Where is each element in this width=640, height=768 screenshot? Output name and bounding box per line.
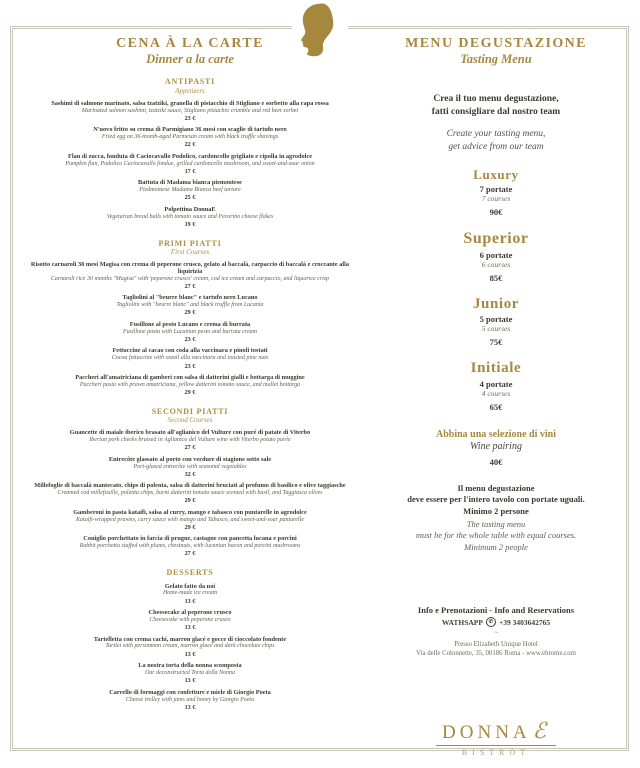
dish-translation: Port-glazed entrecôte with seasonal vegetables xyxy=(133,463,247,470)
dish-price: 13 € xyxy=(184,677,196,685)
dish-price: 13 € xyxy=(184,650,196,658)
tasting-tiers xyxy=(378,168,614,412)
tasting-note xyxy=(378,483,614,554)
intro-italian xyxy=(378,93,614,119)
menu-item xyxy=(28,536,352,557)
menu-section xyxy=(28,568,352,710)
dish-translation: Tagliolini with "beurre blanc" and black truffle from Lucania xyxy=(116,302,264,309)
hotel-address xyxy=(378,641,614,659)
whatsapp-phone: +39 3403642765 xyxy=(498,617,551,627)
dish-name: Fettuccine al cacao con coda alla vaccinara e pinoli tostati xyxy=(112,347,268,355)
tier-price: 85€ xyxy=(489,272,503,283)
logo-script-e: ℰ xyxy=(532,718,546,744)
menu-section xyxy=(28,239,352,396)
degustazione-title: MENU DEGUSTAZIONE xyxy=(405,36,587,51)
logo-bistrot-text: BISTROT xyxy=(461,747,531,757)
dish-translation: Cheese trolley with jams and honey by Giorgio Poeta xyxy=(125,696,255,703)
carte-title: CENA À LA CARTE xyxy=(116,36,264,51)
menu-item xyxy=(28,483,352,504)
menu-item xyxy=(28,154,352,175)
dish-name: Paccheri all'amatriciana di gamberi con salsa di datterini gialli e bottarga di muggine xyxy=(75,374,305,381)
tier-courses: 5 courses xyxy=(481,324,511,334)
wine-pairing-italian: Abbina una selezione di vini xyxy=(435,428,557,440)
menu-item xyxy=(28,663,352,684)
section-title: ANTIPASTI xyxy=(164,77,216,87)
intro-italian-line1: Crea il tuo menu degustazione, xyxy=(433,94,559,105)
wine-pairing-price: 40€ xyxy=(489,456,503,467)
intro-italian-line2: fatti consigliare dal nostro team xyxy=(431,107,561,118)
menu-item xyxy=(28,584,352,605)
section-header xyxy=(28,77,352,94)
dish-price: 29 € xyxy=(184,389,196,397)
whatsapp-line xyxy=(378,617,614,627)
menu-item xyxy=(28,690,352,711)
dish-name: Guancette di maiale iberico brasato all'aglianico del Vulture con puré di patate di Viterbo xyxy=(69,429,311,437)
dish-translation: Tartlet with persimmon cream, marron glacé and dark chocolate chips xyxy=(105,643,275,650)
dish-name: Carrello di formaggi con confetture e miele di Giorgio Poeta xyxy=(109,688,271,696)
dish-name: N'uovo fritto su crema di Parmigiano 36 mesi con scaglie di tartufo nero xyxy=(93,126,287,134)
dish-name: Battuta di Madama bianca piemontese xyxy=(138,179,242,187)
intro-english-line1: Create your tasting menu, xyxy=(446,129,546,140)
dish-name: Risotto carnaroli 30 mesi Magisa con crema di peperone crusco, gelato al baccalà, carpaccio di baccalà e croccante alla liquirizia xyxy=(30,261,350,275)
menu-item xyxy=(28,510,352,531)
tier-portate: 4 portate xyxy=(479,378,513,389)
section-header xyxy=(28,239,352,256)
section-title: DESSERTS xyxy=(166,568,214,578)
tier-name: Initiale xyxy=(470,360,522,377)
section-header xyxy=(28,407,352,424)
menu-item xyxy=(28,262,352,290)
note-italian-line3: Minimo 2 persone xyxy=(463,505,529,516)
section-title: PRIMI PIATTI xyxy=(158,238,222,248)
dish-price: 27 € xyxy=(184,444,196,452)
dish-name: Coniglio porchettato in farcia di prugne, castagne con pancetta lucana e porcini xyxy=(83,535,297,543)
dish-name: Polpettina DonnaE xyxy=(164,205,216,213)
tasting-menu-column xyxy=(378,36,614,757)
menu-item xyxy=(28,430,352,451)
menu-section xyxy=(28,77,352,227)
tasting-tier xyxy=(378,230,614,283)
menu-item xyxy=(28,375,352,396)
intro-english-line2: get advice from our team xyxy=(448,142,544,153)
dish-translation: Cheesecake with peperone crusco xyxy=(149,616,231,623)
dish-translation: Our deconstructed Torta della Nonna xyxy=(144,669,236,676)
dish-price: 22 € xyxy=(184,141,196,149)
dish-price: 29 € xyxy=(184,497,196,505)
dish-name: Gamberoni in pasta kataifi, salsa al curry, mango e tabasco con puntarelle in agrodolce xyxy=(73,508,307,516)
dish-name: Flan di zucca, fonduta di Caciocavallo Podolico, cardoncello grigliato e cipolla in agrodolce xyxy=(67,152,313,160)
tasting-tier xyxy=(378,296,614,348)
hotel-name: Presso Elizabeth Unique Hotel xyxy=(454,641,538,649)
menu-item xyxy=(28,127,352,148)
intro-english xyxy=(378,128,614,155)
carte-sections xyxy=(28,77,352,710)
whatsapp-label: WATHSAPP xyxy=(441,617,483,627)
section-header xyxy=(28,568,352,577)
degustazione-subtitle: Tasting Menu xyxy=(460,52,532,67)
dish-translation: Kataifi-wrapped prawns, curry sauce with mango and Tabasco, and sweet-and-sour puntarelle xyxy=(76,516,304,523)
note-english-line1: The tasting menu xyxy=(466,518,526,529)
menu-item xyxy=(28,101,352,122)
tier-price: 65€ xyxy=(489,401,503,412)
dish-translation: Vegetarian bread balls with tomato sauce and Pecorino cheese flakes xyxy=(106,213,274,220)
menu-section xyxy=(28,407,352,557)
dish-name: Tagliolini al "beurre blanc" e tartufo nero Lucano xyxy=(122,294,258,302)
carte-subtitle: Dinner a la carte xyxy=(146,52,234,67)
dish-name: Sashimi di salmone marinato, salsa tzatziki, granella di pistacchio di Stigliano e sorbetto alla rapa rossa xyxy=(51,99,329,107)
dish-price: 23 € xyxy=(184,335,196,343)
wine-pairing xyxy=(378,429,614,467)
menu-item xyxy=(28,322,352,343)
logo-donna-text: DONNA xyxy=(442,722,531,744)
restaurant-logo xyxy=(378,719,614,757)
dish-translation: Fusillone pasta with Lucanian pesto and burrata cream xyxy=(123,328,257,335)
tier-portate: 7 portate xyxy=(479,183,513,194)
tier-portate: 6 portate xyxy=(479,249,513,260)
dish-translation: Cocoa fettuccine with oxtail alla vaccinara and toasted pine nuts xyxy=(111,355,269,362)
reservations-info xyxy=(378,605,614,659)
dish-price: 25 € xyxy=(184,194,196,202)
dish-name: Cheesecake al peperone crusco xyxy=(148,609,232,617)
tier-name: Junior xyxy=(472,295,520,312)
dish-price: 13 € xyxy=(184,624,196,632)
menu-item xyxy=(28,207,352,228)
dish-translation: Marinated salmon sashimi, tzatziki sauce, Stigliano pistachio crumble and red beet sorbet xyxy=(81,107,299,114)
dish-price: 23 € xyxy=(184,114,196,122)
dish-name: La nostra torta della nonna scomposta xyxy=(138,662,242,670)
dish-name: Tartelletta con crema cachi, marron glacé e gocce di cioccolato fondente xyxy=(93,635,287,643)
dish-translation: Home-made ice cream xyxy=(162,590,218,597)
note-english xyxy=(378,519,614,553)
section-subtitle: Second Courses xyxy=(167,416,213,425)
tier-price: 75€ xyxy=(489,337,503,348)
tier-courses: 4 courses xyxy=(481,388,511,398)
dish-translation: Pumpkin flan, Podolico Caciocavallo fondue, grilled cardoncello mushroom, and sweet-and-sour onion xyxy=(65,160,315,167)
dish-price: 13 € xyxy=(184,703,196,711)
dish-translation: Paccheri pasta with prawn amatriciana, yellow datterini tomato sauce, and mullet bottarga xyxy=(79,381,301,388)
note-italian xyxy=(378,483,614,517)
a-la-carte-column xyxy=(28,36,352,716)
section-subtitle: First Courses xyxy=(170,247,210,256)
dish-translation: Piedmontese Madama Bianca beef tartare xyxy=(139,187,241,194)
dish-price: 27 € xyxy=(184,282,196,290)
menu-item xyxy=(28,180,352,201)
section-subtitle: Appetizers xyxy=(175,86,205,95)
tasting-tier xyxy=(378,168,614,217)
whatsapp-icon: ✆ xyxy=(486,617,496,627)
dish-price: 19 € xyxy=(184,220,196,228)
menu-item xyxy=(28,610,352,631)
wine-pairing-english: Wine pairing xyxy=(470,440,522,452)
dish-price: 23 € xyxy=(184,362,196,370)
separator-mark: ~ xyxy=(494,629,498,638)
dish-price: 29 € xyxy=(184,309,196,317)
dish-price: 32 € xyxy=(184,470,196,478)
dish-translation: Carnaroli rice 30 months "Magisa" with 'peperone crusco' cream, cod ice cream and carpaccio, and liquorice crisp xyxy=(50,275,330,282)
dish-price: 17 € xyxy=(184,167,196,175)
tier-portate: 5 portate xyxy=(479,314,513,325)
note-italian-line1: Il menu degustazione xyxy=(457,482,535,493)
note-english-line2: must be for the whole table with equal courses. xyxy=(415,530,577,541)
dish-price: 13 € xyxy=(184,597,196,605)
dish-name: Gelato fatto da noi xyxy=(164,582,216,590)
tier-name: Luxury xyxy=(473,166,519,182)
dish-translation: Creamed cod millefeuille, polenta chips, burnt datterini tomato sauce scented with basil, and Taggiasca olives xyxy=(57,490,323,497)
dish-price: 27 € xyxy=(184,550,196,558)
dish-translation: Fried egg on 36-month-aged Parmesan cream with black truffle shavings xyxy=(101,134,279,141)
menu-item xyxy=(28,637,352,658)
tier-courses: 7 courses xyxy=(481,193,511,203)
dish-name: Millefoglie di baccalà mantecato, chips di polenta, salsa di datterini bruciati al profumo di basilico e olive taggiasche xyxy=(34,482,346,490)
dish-price: 29 € xyxy=(184,523,196,531)
tier-price: 90€ xyxy=(489,206,503,217)
note-english-line3: Minimum 2 people xyxy=(464,541,528,552)
reservations-heading: Info e Prenotazioni - Info and Reservations xyxy=(417,605,575,616)
menu-item xyxy=(28,348,352,369)
dish-translation: Iberian pork cheeks braised in Aglianico del Vulture wine with Viterbo potato purée xyxy=(89,437,291,444)
tasting-tier xyxy=(378,360,614,412)
tier-courses: 6 courses xyxy=(481,259,511,269)
dish-translation: Rabbit porchetta stuffed with plums, chestnuts, with lucanian bacon and porcini mushrooms xyxy=(79,543,301,550)
hotel-street: Via delle Colonnette, 35, 00186 Roma - www.ehrome.com xyxy=(416,650,576,658)
logo-wordmark xyxy=(436,719,556,746)
menu-item xyxy=(28,295,352,316)
dish-name: Fusillone al pesto Lucano e crema di burrata xyxy=(129,320,251,328)
tier-name: Superior xyxy=(463,229,529,247)
dish-name: Entrecôte glassato al porto con verdure di stagione sotto sale xyxy=(108,455,272,463)
section-title: SECONDI PIATTI xyxy=(151,407,229,417)
menu-item xyxy=(28,457,352,478)
note-italian-line2: deve essere per l'intero tavolo con portate uguali. xyxy=(407,494,585,505)
